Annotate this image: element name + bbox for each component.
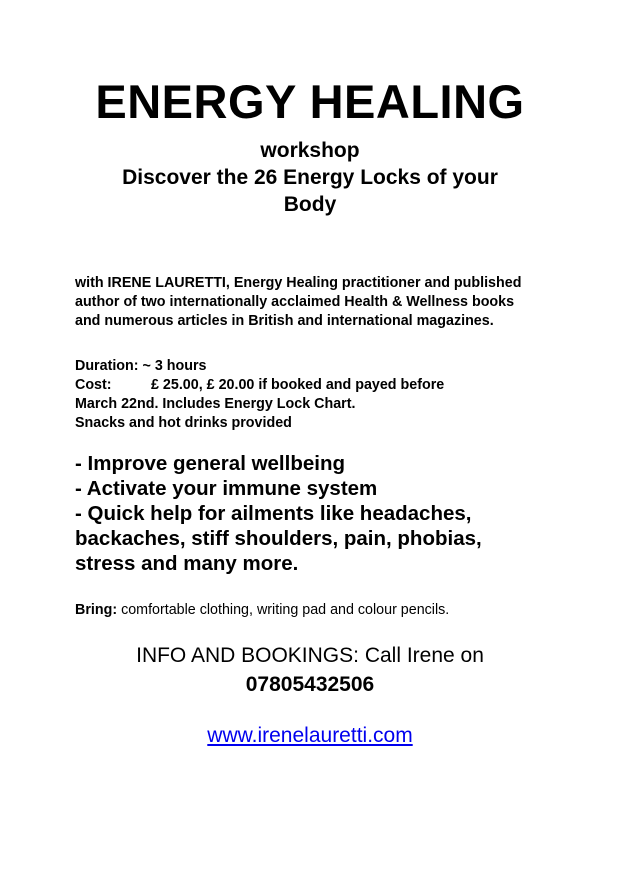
cost-row: [75, 376, 555, 395]
workshop-details: [75, 357, 555, 433]
cost-line-2: March 22nd. Includes Energy Lock Chart.: [75, 396, 356, 412]
intro-line-3: and numerous articles in British and international magazines.: [75, 313, 494, 329]
duration-text: Duration: ~ 3 hours: [75, 358, 207, 374]
info-line: INFO AND BOOKINGS: Call Irene on: [136, 644, 484, 667]
website-link[interactable]: www.irenelauretti.com: [207, 724, 413, 747]
subtitle: [0, 137, 620, 218]
benefit-item-3-line-3: stress and many more.: [75, 552, 299, 575]
snacks-text: Snacks and hot drinks provided: [75, 415, 292, 431]
benefit-item-2: - Activate your immune system: [75, 477, 378, 500]
benefits-list: [75, 451, 565, 576]
bring-section: [75, 601, 555, 620]
bring-text: comfortable clothing, writing pad and colour pencils.: [117, 602, 450, 618]
intro-line-2: author of two internationally acclaimed Health & Wellness books: [75, 294, 515, 310]
cost-value: £ 25.00, £ 20.00 if booked and payed before: [151, 377, 445, 393]
website-section: [0, 722, 620, 750]
cost-label: Cost:: [75, 377, 112, 393]
page-title: ENERGY HEALING: [95, 75, 525, 128]
subtitle-line-2: Discover the 26 Energy Locks of your: [122, 166, 498, 189]
instructor-intro: [75, 274, 555, 331]
info-bookings: [0, 641, 620, 699]
benefit-item-1: - Improve general wellbeing: [75, 452, 345, 475]
phone-number: 07805432506: [245, 673, 375, 696]
benefit-item-3-line-2: backaches, stiff shoulders, pain, phobias,: [75, 527, 482, 550]
benefit-item-3-line-1: - Quick help for ailments like headaches,: [75, 502, 472, 525]
subtitle-line-1: workshop: [260, 139, 360, 162]
intro-line-1: with IRENE LAURETTI, Energy Healing practitioner and published: [75, 275, 522, 291]
subtitle-line-3: Body: [283, 193, 337, 216]
bring-label: Bring:: [75, 602, 118, 618]
